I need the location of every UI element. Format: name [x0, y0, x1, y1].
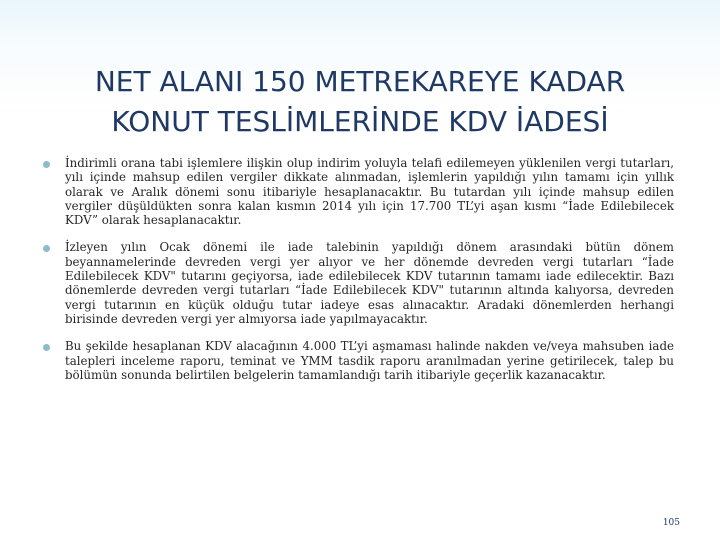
slide-title-line-1: NET ALANI 150 METREKAREYE KADAR — [94, 65, 626, 98]
bullet-list — [40, 156, 674, 395]
bullet-text: Bu şekilde hesaplanan KDV alacağının 4.000 TL’yi aşmaması halinde nakden ve/veya mahsuben iade talepleri inceleme raporu, teminat ve YMM tasdik raporu aranılmadan yerine getirilecek, talep bu bölümün sonunda belirtilen belgelerin tamamlandığı tarih itibariyle geçerlik kazanacaktır. — [65, 339, 674, 382]
bullet-item — [40, 339, 674, 382]
bullet-dot-icon — [43, 161, 50, 168]
bullet-item — [40, 156, 674, 227]
slide-title-line-2: KONUT TESLİMLERİNDE KDV İADESİ — [111, 105, 609, 138]
bullet-text: İndirimli orana tabi işlemlere ilişkin olup indirim yoluyla telafi edilemeyen yüklenilen vergi tutarları, yılı içinde mahsup edilen vergiler dikkate alınmadan, işlemlerin yapıldığı yılın tamamı için yıllık olarak ve Aralık dönemi sonu itibariyle hesaplanacaktır. Bu tutardan yılı içinde mahsup edilen vergiler düşüldükten sonra kalan kısmın 2014 yılı için 17.700 TL’yi aşan kısmı “İade Edilebilecek KDV” olarak hesaplanacaktır. — [65, 156, 674, 228]
page-number: 105 — [662, 518, 680, 528]
bullet-dot-icon — [43, 344, 50, 351]
slide-title — [60, 62, 660, 142]
bullet-dot-icon — [43, 245, 50, 252]
bullet-text: İzleyen yılın Ocak dönemi ile iade talebinin yapıldığı dönem arasındaki bütün dönem beyannamelerinde devreden vergi yer alıyor ve her dönemde devreden vergi tutarları “İade Edilebilecek KDV" tutarını geçiyorsa, iade edilebilecek KDV tutarının tamamı iade edilecektir. Bazı dönemlerde devreden vergi tutarları “İade Edilebilecek KDV" tutarının altında kalıyorsa, devreden vergi tutarının en küçük olduğu tutar iadeye esas alınacaktır. Aradaki dönemlerden herhangi birisinde devreden vergi yer almıyorsa iade yapılmayacaktır. — [65, 240, 674, 326]
bullet-item — [40, 240, 674, 326]
